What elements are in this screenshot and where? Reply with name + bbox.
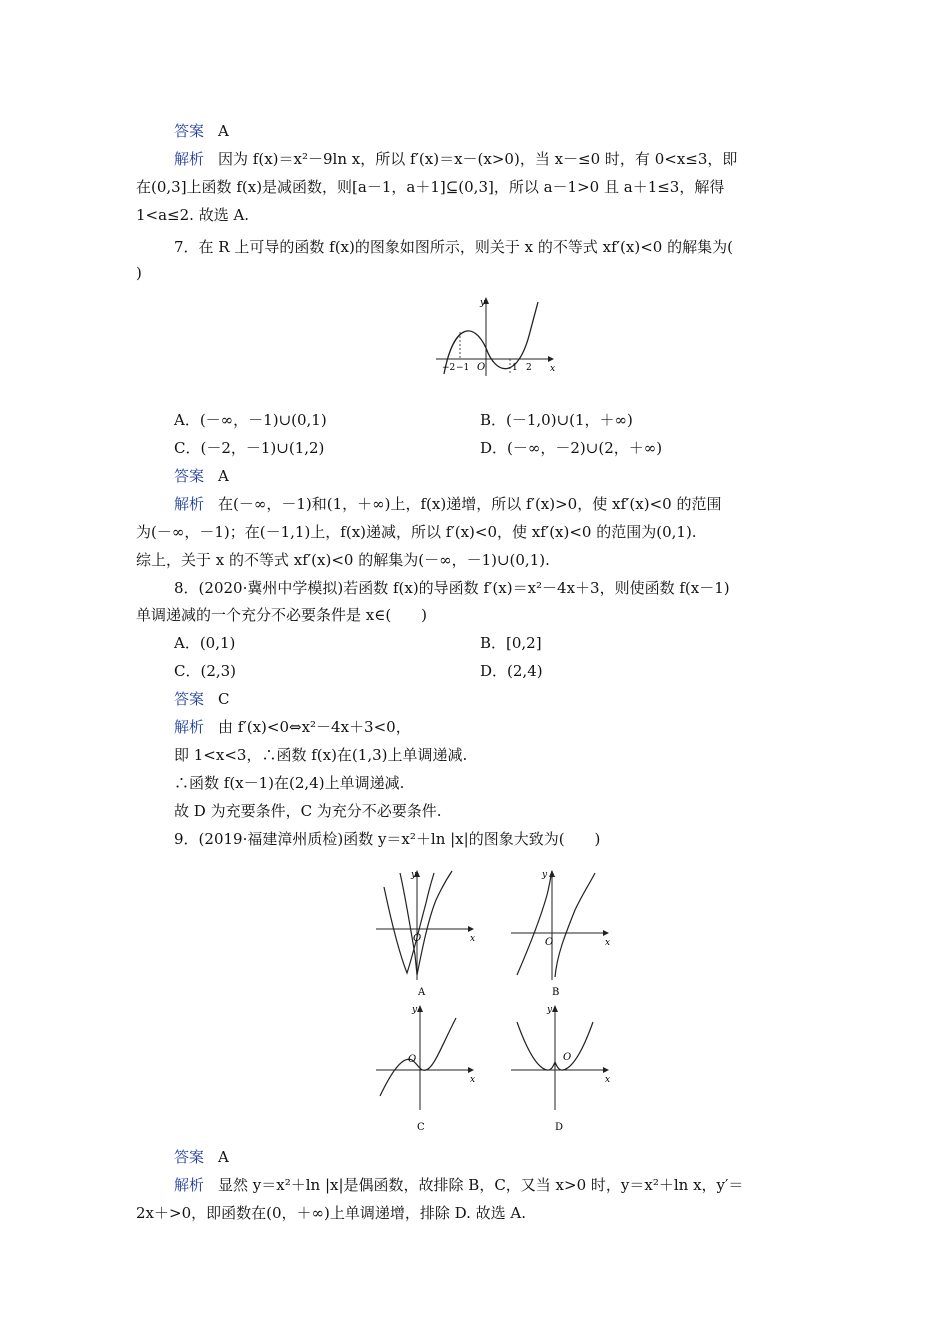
y-label: y — [547, 1005, 553, 1015]
q8-analysis-line-1: 解析 由 f′(x)<0⇔x²－4x＋3<0， — [174, 718, 411, 736]
x-label: x — [470, 1075, 476, 1085]
graph-caption: C — [417, 1122, 425, 1133]
function-curve — [380, 1018, 456, 1096]
x-label: x — [470, 934, 476, 944]
origin-label: O — [408, 1054, 417, 1065]
q8-option-c: C．(2,3) — [174, 662, 237, 680]
q7-analysis-line-1: 解析 在(－∞，－1)和(1，＋∞)上，f(x)递增，所以 f′(x)>0，使 xf′(x)<0 的范围 — [174, 495, 722, 513]
q7-answer: 答案 A — [174, 467, 229, 485]
q8-stem-line-2: 单调递减的一个充分不必要条件是 x∈( ) — [136, 606, 428, 624]
q7-option-a: A．(－∞，－1)∪(0,1) — [174, 411, 327, 429]
analysis-label: 解析 — [174, 718, 205, 736]
answer-label: 答案 — [174, 122, 205, 140]
q8-answer: 答案 C — [174, 690, 230, 708]
q9-graph-b — [505, 865, 620, 1000]
left-branch — [517, 1022, 555, 1070]
y-axis-arrow-icon — [552, 1005, 558, 1012]
q8-analysis-line-3: ∴函数 f(x－1)在(2,4)上单调递减. — [174, 774, 405, 792]
analysis-label: 解析 — [174, 150, 205, 168]
q9-answer: 答案 A — [174, 1148, 229, 1166]
y-label: y — [412, 1005, 418, 1015]
tick-label: −2 — [442, 363, 456, 373]
x-axis-arrow-icon — [603, 930, 609, 936]
analysis-label: 解析 — [174, 495, 205, 513]
answer-label: 答案 — [174, 1148, 205, 1166]
q7-function-graph — [430, 292, 560, 380]
q6-analysis-line-2: 在(0,3]上函数 f(x)是减函数，则[a－1，a＋1]⊆(0,3]，所以 a－1>0 且 a＋1≤3，解得 — [136, 178, 725, 196]
q6-analysis-line-3: 1<a≤2. 故选 A. — [136, 206, 250, 224]
q7-analysis-line-2: 为(－∞，－1)；在(－1,1)上，f(x)递减，所以 f′(x)<0，使 xf′(x)<0 的范围为(0,1). — [136, 523, 697, 541]
q7-stem-line-1: 7．在 R 上可导的函数 f(x)的图象如图所示，则关于 x 的不等式 xf′(x)<0 的解集为( — [174, 238, 733, 256]
tick-label: 2 — [526, 363, 532, 373]
q6-analysis-line-1: 解析 因为 f(x)＝x²－9ln x，所以 f′(x)＝x－(x>0)，当 x－≤0 时，有 0<x≤3，即 — [174, 150, 738, 168]
graph-caption: D — [555, 1122, 564, 1133]
answer-label: 答案 — [174, 690, 205, 708]
q8-analysis-line-4: 故 D 为充要条件，C 为充分不必要条件. — [174, 802, 442, 820]
q7-option-b: B．(－1,0)∪(1，＋∞) — [480, 411, 633, 429]
q9-graph-a — [370, 865, 485, 1000]
q8-option-a: A．(0,1) — [174, 634, 236, 652]
origin-label: O — [477, 362, 486, 373]
q9-analysis-line-2: 2x＋>0，即函数在(0，＋∞)上单调递增，排除 D. 故选 A. — [136, 1204, 527, 1222]
q7-option-c: C．(－2，－1)∪(1,2) — [174, 439, 325, 457]
y-axis-arrow-icon — [417, 1005, 423, 1012]
right-branch — [555, 873, 595, 977]
q8-option-b: B．[0,2] — [480, 634, 542, 652]
tick-label: 1 — [512, 363, 518, 373]
right-branch — [555, 1022, 593, 1070]
right-branch — [400, 871, 452, 975]
tick-label: −1 — [456, 363, 470, 373]
x-label: x — [605, 1075, 611, 1085]
q9-graph-d — [505, 1000, 620, 1135]
left-branch — [517, 871, 552, 975]
x-axis-arrow-icon — [468, 926, 474, 932]
x-axis-arrow-icon — [468, 1067, 474, 1073]
x-axis-arrow-icon — [548, 356, 554, 362]
x-label: x — [605, 938, 611, 948]
q8-analysis-line-2: 即 1<x<3，∴函数 f(x)在(1,3)上单调递减. — [174, 746, 468, 764]
analysis-label: 解析 — [174, 1176, 205, 1194]
q9-analysis-line-1: 解析 显然 y＝x²＋ln |x|是偶函数，故排除 B，C，又当 x>0 时，y＝x²＋ln x，y′＝ — [174, 1176, 744, 1194]
x-axis-arrow-icon — [603, 1067, 609, 1073]
q7-option-d: D．(－∞，－2)∪(2，＋∞) — [480, 439, 663, 457]
y-label: y — [411, 870, 417, 880]
y-label: y — [542, 870, 548, 880]
y-label: y — [480, 298, 486, 308]
q6-answer: 答案 A — [174, 122, 229, 140]
graph-caption: B — [552, 987, 560, 998]
q9-graph-c — [370, 1000, 485, 1135]
x-label: x — [550, 364, 556, 374]
q8-stem-line-1: 8．(2020·冀州中学模拟)若函数 f(x)的导函数 f′(x)＝x²－4x＋3，则使函数 f(x－1) — [174, 579, 730, 597]
q8-option-d: D．(2,4) — [480, 662, 543, 680]
origin-label: O — [563, 1052, 572, 1063]
origin-label: O — [413, 933, 422, 944]
q7-stem-line-2: ) — [136, 264, 142, 282]
origin-label: O — [545, 937, 554, 948]
answer-label: 答案 — [174, 467, 205, 485]
q9-stem: 9．(2019·福建漳州质检)函数 y＝x²＋ln |x|的图象大致为( ) — [174, 830, 601, 848]
graph-caption: A — [418, 987, 426, 998]
q7-analysis-line-3: 综上，关于 x 的不等式 xf′(x)<0 的解集为(－∞，－1)∪(0,1). — [136, 551, 550, 569]
